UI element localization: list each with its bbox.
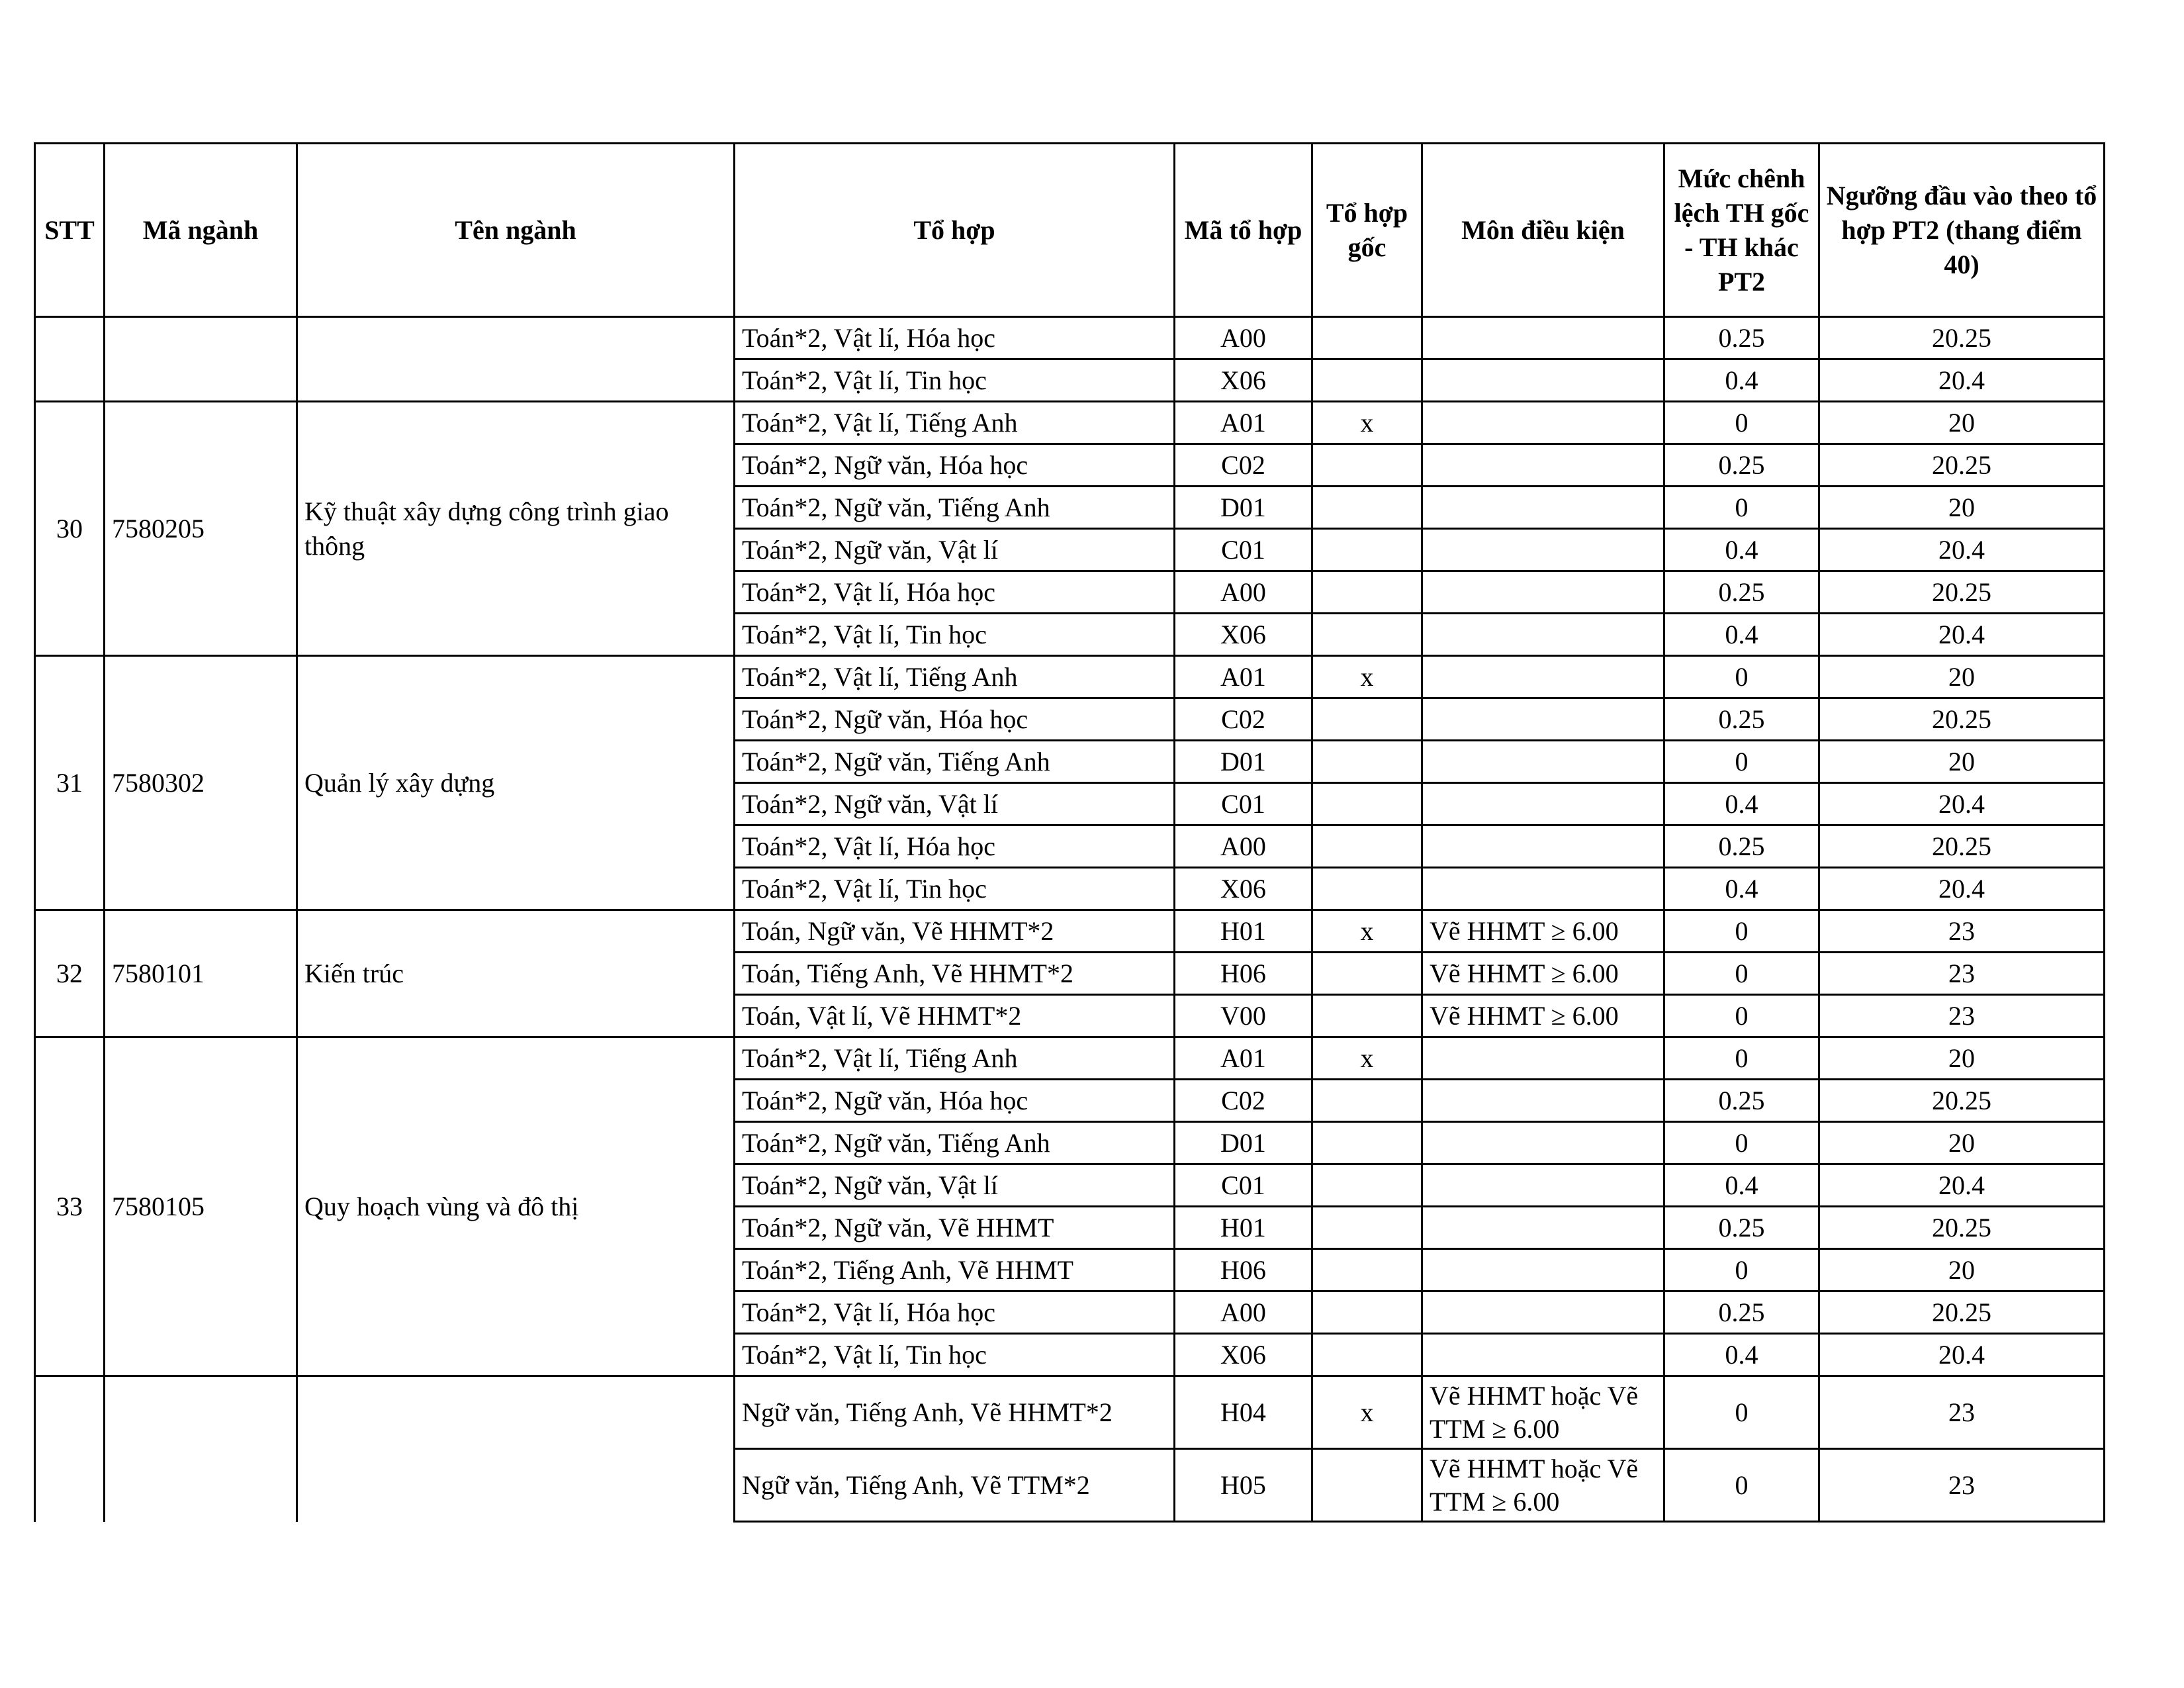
- cell-nguong: 20: [1819, 402, 2105, 444]
- table-row: [35, 910, 2105, 953]
- group-stt: 33: [35, 1037, 105, 1376]
- cell-mon-dieu-kien: [1422, 698, 1664, 741]
- header-ten-nganh: Tên ngành: [297, 144, 735, 317]
- table-body: [35, 317, 2105, 1522]
- cell-to-hop: Toán*2, Ngữ văn, Vẽ HHMT: [735, 1207, 1175, 1249]
- cell-mon-dieu-kien: [1422, 868, 1664, 910]
- cell-mon-dieu-kien: [1422, 741, 1664, 783]
- cell-muc-chenh-lech: 0: [1664, 1449, 1819, 1522]
- cell-nguong: 20: [1819, 1122, 2105, 1164]
- cell-to-hop-goc: [1312, 1334, 1422, 1376]
- cell-mon-dieu-kien: [1422, 529, 1664, 571]
- cell-ma-to-hop: A01: [1175, 402, 1312, 444]
- cell-nguong: 20.4: [1819, 359, 2105, 402]
- cell-nguong: 20: [1819, 741, 2105, 783]
- cell-mon-dieu-kien: Vẽ HHMT hoặc Vẽ TTM ≥ 6.00: [1422, 1449, 1664, 1522]
- group-ten-nganh: Kỹ thuật xây dựng công trình giao thông: [297, 402, 735, 656]
- cell-mon-dieu-kien: [1422, 444, 1664, 487]
- cell-to-hop-goc: x: [1312, 1037, 1422, 1080]
- cell-ma-to-hop: H05: [1175, 1449, 1312, 1522]
- cell-nguong: 20.4: [1819, 783, 2105, 825]
- cell-mon-dieu-kien: [1422, 402, 1664, 444]
- cell-muc-chenh-lech: 0: [1664, 741, 1819, 783]
- cell-ma-to-hop: C02: [1175, 444, 1312, 487]
- cell-to-hop-goc: x: [1312, 910, 1422, 953]
- cell-mon-dieu-kien: [1422, 1080, 1664, 1122]
- cell-to-hop: Toán*2, Ngữ văn, Tiếng Anh: [735, 741, 1175, 783]
- cell-to-hop: Ngữ văn, Tiếng Anh, Vẽ TTM*2: [735, 1449, 1175, 1522]
- cell-ma-to-hop: D01: [1175, 487, 1312, 529]
- cell-ma-to-hop: A00: [1175, 1291, 1312, 1334]
- cell-muc-chenh-lech: 0: [1664, 1249, 1819, 1291]
- cell-muc-chenh-lech: 0: [1664, 487, 1819, 529]
- cell-nguong: 20.25: [1819, 1291, 2105, 1334]
- group-stt: [35, 1376, 105, 1522]
- cell-muc-chenh-lech: 0: [1664, 910, 1819, 953]
- cell-ma-to-hop: C01: [1175, 1164, 1312, 1207]
- header-mon-dieu-kien: Môn điều kiện: [1422, 144, 1664, 317]
- cell-ma-to-hop: X06: [1175, 359, 1312, 402]
- cell-nguong: 20.25: [1819, 571, 2105, 614]
- cell-to-hop-goc: [1312, 698, 1422, 741]
- cell-mon-dieu-kien: [1422, 1334, 1664, 1376]
- table-row: [35, 1037, 2105, 1080]
- cell-to-hop: Toán*2, Ngữ văn, Hóa học: [735, 444, 1175, 487]
- group-ten-nganh: Kiến trúc: [297, 910, 735, 1037]
- cell-mon-dieu-kien: [1422, 825, 1664, 868]
- cell-ma-to-hop: H06: [1175, 1249, 1312, 1291]
- cell-muc-chenh-lech: 0: [1664, 1122, 1819, 1164]
- group-ma-nganh: 7580105: [105, 1037, 297, 1376]
- cell-muc-chenh-lech: 0.4: [1664, 783, 1819, 825]
- cell-nguong: 20.25: [1819, 825, 2105, 868]
- cell-ma-to-hop: A01: [1175, 1037, 1312, 1080]
- cell-nguong: 23: [1819, 995, 2105, 1037]
- cell-to-hop: Ngữ văn, Tiếng Anh, Vẽ HHMT*2: [735, 1376, 1175, 1449]
- cell-to-hop: Toán*2, Ngữ văn, Hóa học: [735, 698, 1175, 741]
- cell-to-hop-goc: [1312, 1207, 1422, 1249]
- cell-to-hop-goc: [1312, 741, 1422, 783]
- cell-mon-dieu-kien: [1422, 1291, 1664, 1334]
- cell-mon-dieu-kien: Vẽ HHMT ≥ 6.00: [1422, 995, 1664, 1037]
- cell-ma-to-hop: V00: [1175, 995, 1312, 1037]
- cell-to-hop: Toán*2, Vật lí, Tiếng Anh: [735, 1037, 1175, 1080]
- cell-ma-to-hop: X06: [1175, 1334, 1312, 1376]
- cell-muc-chenh-lech: 0.25: [1664, 825, 1819, 868]
- cell-to-hop: Toán*2, Vật lí, Tin học: [735, 1334, 1175, 1376]
- cell-muc-chenh-lech: 0.25: [1664, 1080, 1819, 1122]
- cell-nguong: 20: [1819, 487, 2105, 529]
- table-row: [35, 317, 2105, 359]
- cell-to-hop-goc: [1312, 487, 1422, 529]
- cell-nguong: 23: [1819, 910, 2105, 953]
- cell-to-hop: Toán*2, Vật lí, Tiếng Anh: [735, 402, 1175, 444]
- cell-to-hop: Toán*2, Ngữ văn, Tiếng Anh: [735, 487, 1175, 529]
- cell-to-hop: Toán*2, Vật lí, Hóa học: [735, 1291, 1175, 1334]
- group-ma-nganh: 7580302: [105, 656, 297, 910]
- cell-to-hop-goc: x: [1312, 656, 1422, 698]
- cell-muc-chenh-lech: 0: [1664, 656, 1819, 698]
- table-row: [35, 402, 2105, 444]
- cell-to-hop: Toán*2, Vật lí, Tin học: [735, 868, 1175, 910]
- cell-ma-to-hop: X06: [1175, 868, 1312, 910]
- cell-nguong: 20.25: [1819, 1207, 2105, 1249]
- cell-to-hop-goc: [1312, 953, 1422, 995]
- cell-muc-chenh-lech: 0.4: [1664, 1164, 1819, 1207]
- cell-mon-dieu-kien: [1422, 1249, 1664, 1291]
- cell-mon-dieu-kien: [1422, 1164, 1664, 1207]
- cell-mon-dieu-kien: [1422, 571, 1664, 614]
- header-to-hop-goc: Tổ hợp gốc: [1312, 144, 1422, 317]
- group-stt: 30: [35, 402, 105, 656]
- cell-nguong: 20.4: [1819, 1164, 2105, 1207]
- header-stt: STT: [35, 144, 105, 317]
- cell-nguong: 20: [1819, 1037, 2105, 1080]
- cell-ma-to-hop: H06: [1175, 953, 1312, 995]
- group-stt: 32: [35, 910, 105, 1037]
- cell-to-hop: Toán*2, Ngữ văn, Vật lí: [735, 529, 1175, 571]
- cell-nguong: 20.25: [1819, 444, 2105, 487]
- cell-mon-dieu-kien: Vẽ HHMT ≥ 6.00: [1422, 953, 1664, 995]
- group-ten-nganh: Quản lý xây dựng: [297, 656, 735, 910]
- cell-ma-to-hop: A00: [1175, 571, 1312, 614]
- cell-ma-to-hop: D01: [1175, 741, 1312, 783]
- group-ten-nganh: [297, 317, 735, 402]
- cell-to-hop: Toán*2, Vật lí, Hóa học: [735, 825, 1175, 868]
- cell-nguong: 20.25: [1819, 317, 2105, 359]
- cell-muc-chenh-lech: 0.4: [1664, 359, 1819, 402]
- cell-to-hop-goc: [1312, 359, 1422, 402]
- cell-to-hop: Toán*2, Tiếng Anh, Vẽ HHMT: [735, 1249, 1175, 1291]
- cell-to-hop: Toán*2, Ngữ văn, Hóa học: [735, 1080, 1175, 1122]
- cell-mon-dieu-kien: [1422, 1207, 1664, 1249]
- cell-ma-to-hop: C01: [1175, 783, 1312, 825]
- cell-muc-chenh-lech: 0.4: [1664, 1334, 1819, 1376]
- cell-muc-chenh-lech: 0: [1664, 995, 1819, 1037]
- cell-nguong: 23: [1819, 1376, 2105, 1449]
- group-ma-nganh: [105, 1376, 297, 1522]
- cell-nguong: 20: [1819, 1249, 2105, 1291]
- cell-muc-chenh-lech: 0.25: [1664, 317, 1819, 359]
- cell-nguong: 20.4: [1819, 868, 2105, 910]
- cell-to-hop-goc: [1312, 529, 1422, 571]
- cell-to-hop-goc: [1312, 1249, 1422, 1291]
- cell-to-hop-goc: [1312, 825, 1422, 868]
- cell-to-hop-goc: [1312, 995, 1422, 1037]
- group-ten-nganh: Quy hoạch vùng và đô thị: [297, 1037, 735, 1376]
- header-nguong: Ngưỡng đầu vào theo tổ hợp PT2 (thang điểm 40): [1819, 144, 2105, 317]
- admission-table: [34, 142, 2105, 1523]
- cell-ma-to-hop: A01: [1175, 656, 1312, 698]
- header-ma-nganh: Mã ngành: [105, 144, 297, 317]
- cell-muc-chenh-lech: 0.25: [1664, 571, 1819, 614]
- cell-ma-to-hop: D01: [1175, 1122, 1312, 1164]
- cell-to-hop-goc: [1312, 1291, 1422, 1334]
- cell-mon-dieu-kien: Vẽ HHMT ≥ 6.00: [1422, 910, 1664, 953]
- cell-muc-chenh-lech: 0.4: [1664, 529, 1819, 571]
- cell-mon-dieu-kien: [1422, 487, 1664, 529]
- cell-nguong: 20.25: [1819, 698, 2105, 741]
- cell-to-hop-goc: [1312, 1164, 1422, 1207]
- cell-to-hop: Toán*2, Ngữ văn, Tiếng Anh: [735, 1122, 1175, 1164]
- group-ten-nganh: [297, 1376, 735, 1522]
- cell-to-hop-goc: x: [1312, 402, 1422, 444]
- cell-to-hop: Toán*2, Vật lí, Tin học: [735, 614, 1175, 656]
- cell-to-hop: Toán*2, Vật lí, Hóa học: [735, 317, 1175, 359]
- cell-to-hop-goc: [1312, 1449, 1422, 1522]
- cell-to-hop-goc: x: [1312, 1376, 1422, 1449]
- cell-ma-to-hop: H04: [1175, 1376, 1312, 1449]
- cell-ma-to-hop: A00: [1175, 317, 1312, 359]
- cell-nguong: 23: [1819, 1449, 2105, 1522]
- cell-muc-chenh-lech: 0: [1664, 1376, 1819, 1449]
- group-stt: 31: [35, 656, 105, 910]
- cell-mon-dieu-kien: [1422, 359, 1664, 402]
- cell-mon-dieu-kien: [1422, 317, 1664, 359]
- cell-nguong: 20.4: [1819, 1334, 2105, 1376]
- group-ma-nganh: 7580101: [105, 910, 297, 1037]
- cell-mon-dieu-kien: [1422, 1037, 1664, 1080]
- cell-ma-to-hop: A00: [1175, 825, 1312, 868]
- table-row: [35, 1376, 2105, 1449]
- cell-muc-chenh-lech: 0: [1664, 402, 1819, 444]
- cell-nguong: 23: [1819, 953, 2105, 995]
- cell-to-hop: Toán*2, Vật lí, Hóa học: [735, 571, 1175, 614]
- cell-nguong: 20: [1819, 656, 2105, 698]
- group-stt: [35, 317, 105, 402]
- cell-muc-chenh-lech: 0.25: [1664, 698, 1819, 741]
- cell-to-hop: Toán*2, Ngữ văn, Vật lí: [735, 783, 1175, 825]
- cell-to-hop: Toán, Ngữ văn, Vẽ HHMT*2: [735, 910, 1175, 953]
- group-ma-nganh: 7580205: [105, 402, 297, 656]
- header-muc-chenh-lech: Mức chênh lệch TH gốc - TH khác PT2: [1664, 144, 1819, 317]
- cell-mon-dieu-kien: [1422, 1122, 1664, 1164]
- cell-muc-chenh-lech: 0: [1664, 1037, 1819, 1080]
- cell-to-hop-goc: [1312, 317, 1422, 359]
- cell-nguong: 20.25: [1819, 1080, 2105, 1122]
- cell-nguong: 20.4: [1819, 614, 2105, 656]
- cell-to-hop-goc: [1312, 1122, 1422, 1164]
- cell-mon-dieu-kien: [1422, 614, 1664, 656]
- cell-ma-to-hop: C01: [1175, 529, 1312, 571]
- cell-ma-to-hop: X06: [1175, 614, 1312, 656]
- cell-mon-dieu-kien: [1422, 656, 1664, 698]
- cell-to-hop: Toán*2, Vật lí, Tiếng Anh: [735, 656, 1175, 698]
- cell-to-hop: Toán, Tiếng Anh, Vẽ HHMT*2: [735, 953, 1175, 995]
- header-to-hop: Tổ hợp: [735, 144, 1175, 317]
- cell-to-hop-goc: [1312, 614, 1422, 656]
- header-ma-to-hop: Mã tổ hợp: [1175, 144, 1312, 317]
- cell-muc-chenh-lech: 0.4: [1664, 868, 1819, 910]
- cell-ma-to-hop: H01: [1175, 910, 1312, 953]
- cell-to-hop: Toán*2, Vật lí, Tin học: [735, 359, 1175, 402]
- cell-mon-dieu-kien: Vẽ HHMT hoặc Vẽ TTM ≥ 6.00: [1422, 1376, 1664, 1449]
- cell-to-hop-goc: [1312, 444, 1422, 487]
- cell-ma-to-hop: C02: [1175, 698, 1312, 741]
- table-row: [35, 656, 2105, 698]
- cell-nguong: 20.4: [1819, 529, 2105, 571]
- cell-muc-chenh-lech: 0.25: [1664, 444, 1819, 487]
- group-ma-nganh: [105, 317, 297, 402]
- cell-to-hop-goc: [1312, 1080, 1422, 1122]
- cell-ma-to-hop: C02: [1175, 1080, 1312, 1122]
- cell-muc-chenh-lech: 0.25: [1664, 1207, 1819, 1249]
- cell-to-hop: Toán*2, Ngữ văn, Vật lí: [735, 1164, 1175, 1207]
- cell-muc-chenh-lech: 0.25: [1664, 1291, 1819, 1334]
- cell-to-hop: Toán, Vật lí, Vẽ HHMT*2: [735, 995, 1175, 1037]
- cell-to-hop-goc: [1312, 783, 1422, 825]
- cell-to-hop-goc: [1312, 868, 1422, 910]
- header-row: [35, 144, 2105, 317]
- cell-ma-to-hop: H01: [1175, 1207, 1312, 1249]
- cell-to-hop-goc: [1312, 571, 1422, 614]
- cell-mon-dieu-kien: [1422, 783, 1664, 825]
- cell-muc-chenh-lech: 0: [1664, 953, 1819, 995]
- cell-muc-chenh-lech: 0.4: [1664, 614, 1819, 656]
